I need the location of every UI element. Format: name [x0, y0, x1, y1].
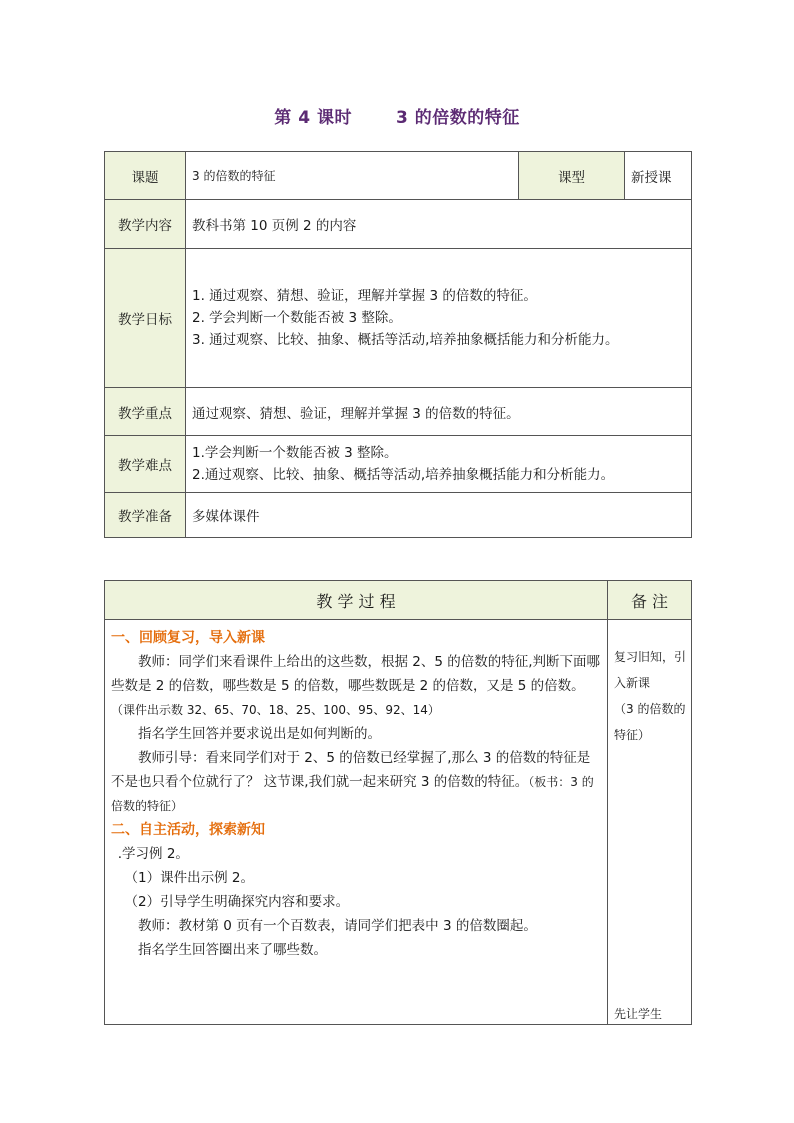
- lesson-number: 第 4 课时: [274, 108, 352, 128]
- subject-row: [105, 152, 692, 200]
- notes-header: 备 注: [608, 581, 692, 620]
- process-body-row: [105, 620, 692, 1025]
- difficulty-list: [186, 436, 692, 493]
- section-heading: 一、回顾复习，导入新课: [111, 630, 265, 646]
- key-value: 通过观察、猜想、验证，理解并掌握 3 的倍数的特征。: [186, 388, 692, 436]
- goals-row: [105, 249, 692, 388]
- paragraph: 指名学生回答圈出来了哪些数。: [138, 942, 327, 958]
- paragraph: 教师引导：看来同学们对于 2、5 的倍数已经掌握了,那么 3 的倍数的特征是不是也只看个位就行了？ 这节课,我们就一起来研究 3 的倍数的特征。（板书：3 的倍数的特征）: [111, 750, 594, 813]
- difficulty-label: 教学难点: [105, 436, 186, 493]
- key-row: [105, 388, 692, 436]
- lesson-info-table: [104, 151, 692, 538]
- note-item: （3 的倍数的特征）: [614, 702, 686, 742]
- prep-value: 多媒体课件: [186, 493, 692, 538]
- subject-label: 课题: [105, 152, 186, 200]
- paragraph: （2）引导学生明确探究内容和要求。: [124, 894, 350, 910]
- paragraph: 教师：教材第 0 页有一个百数表，请同学们把表中 3 的倍数圈起。: [138, 918, 537, 934]
- difficulty-row: [105, 436, 692, 493]
- goal-item: 3. 通过观察、比较、抽象、概括等活动,培养抽象概括能力和分析能力。: [192, 332, 619, 348]
- notes-column: [608, 620, 692, 1025]
- goals-label: 教学日标: [105, 249, 186, 388]
- note-item: 复习旧知，引入新课: [614, 650, 687, 690]
- process-header: 教 学 过 程: [105, 581, 608, 620]
- type-value: 新授课: [625, 152, 692, 200]
- paragraph-note: （板书：3 的倍数的特征）: [111, 775, 594, 813]
- difficulty-item: 1.学会判断一个数能否被 3 整除。: [192, 445, 398, 461]
- process-content: [105, 620, 608, 1025]
- paragraph: .学习例 2。: [117, 846, 189, 862]
- prep-row: [105, 493, 692, 538]
- goal-item: 1. 通过观察、猜想、验证，理解并掌握 3 的倍数的特征。: [192, 288, 537, 304]
- teaching-process-table: [104, 580, 692, 1025]
- note-item: 先让学生: [614, 1007, 663, 1021]
- paragraph: （1）课件出示例 2。: [124, 870, 254, 886]
- page-title: [0, 103, 794, 128]
- key-label: 教学重点: [105, 388, 186, 436]
- paragraph-note: （课件出示数 32、65、70、18、25、100、95、92、14）: [111, 703, 440, 717]
- process-header-row: [105, 581, 692, 620]
- content-value: 教科书第 10 页例 2 的内容: [186, 200, 692, 249]
- content-row: [105, 200, 692, 249]
- content-label: 教学内容: [105, 200, 186, 249]
- lesson-topic: 3 的倍数的特征: [395, 108, 520, 128]
- paragraph: 指名学生回答并要求说出是如何判断的。: [138, 726, 381, 742]
- goals-list: [186, 249, 692, 388]
- section-heading: 二、自主活动，探索新知: [111, 822, 265, 838]
- subject-value: 3 的倍数的特征: [186, 152, 519, 200]
- type-label: 课型: [519, 152, 625, 200]
- goal-item: 2. 学会判断一个数能否被 3 整除。: [192, 310, 402, 326]
- paragraph: 教师：同学们来看课件上给出的这些数，根据 2、5 的倍数的特征,判断下面哪些数是 2 的倍数，哪些数是 5 的倍数，哪些数既是 2 的倍数，又是 5 的倍数。（课件出示数 32、65、70、18、25、100、95、92、14）: [111, 654, 601, 717]
- difficulty-item: 2.通过观察、比较、抽象、概括等活动,培养抽象概括能力和分析能力。: [192, 467, 615, 483]
- prep-label: 教学准备: [105, 493, 186, 538]
